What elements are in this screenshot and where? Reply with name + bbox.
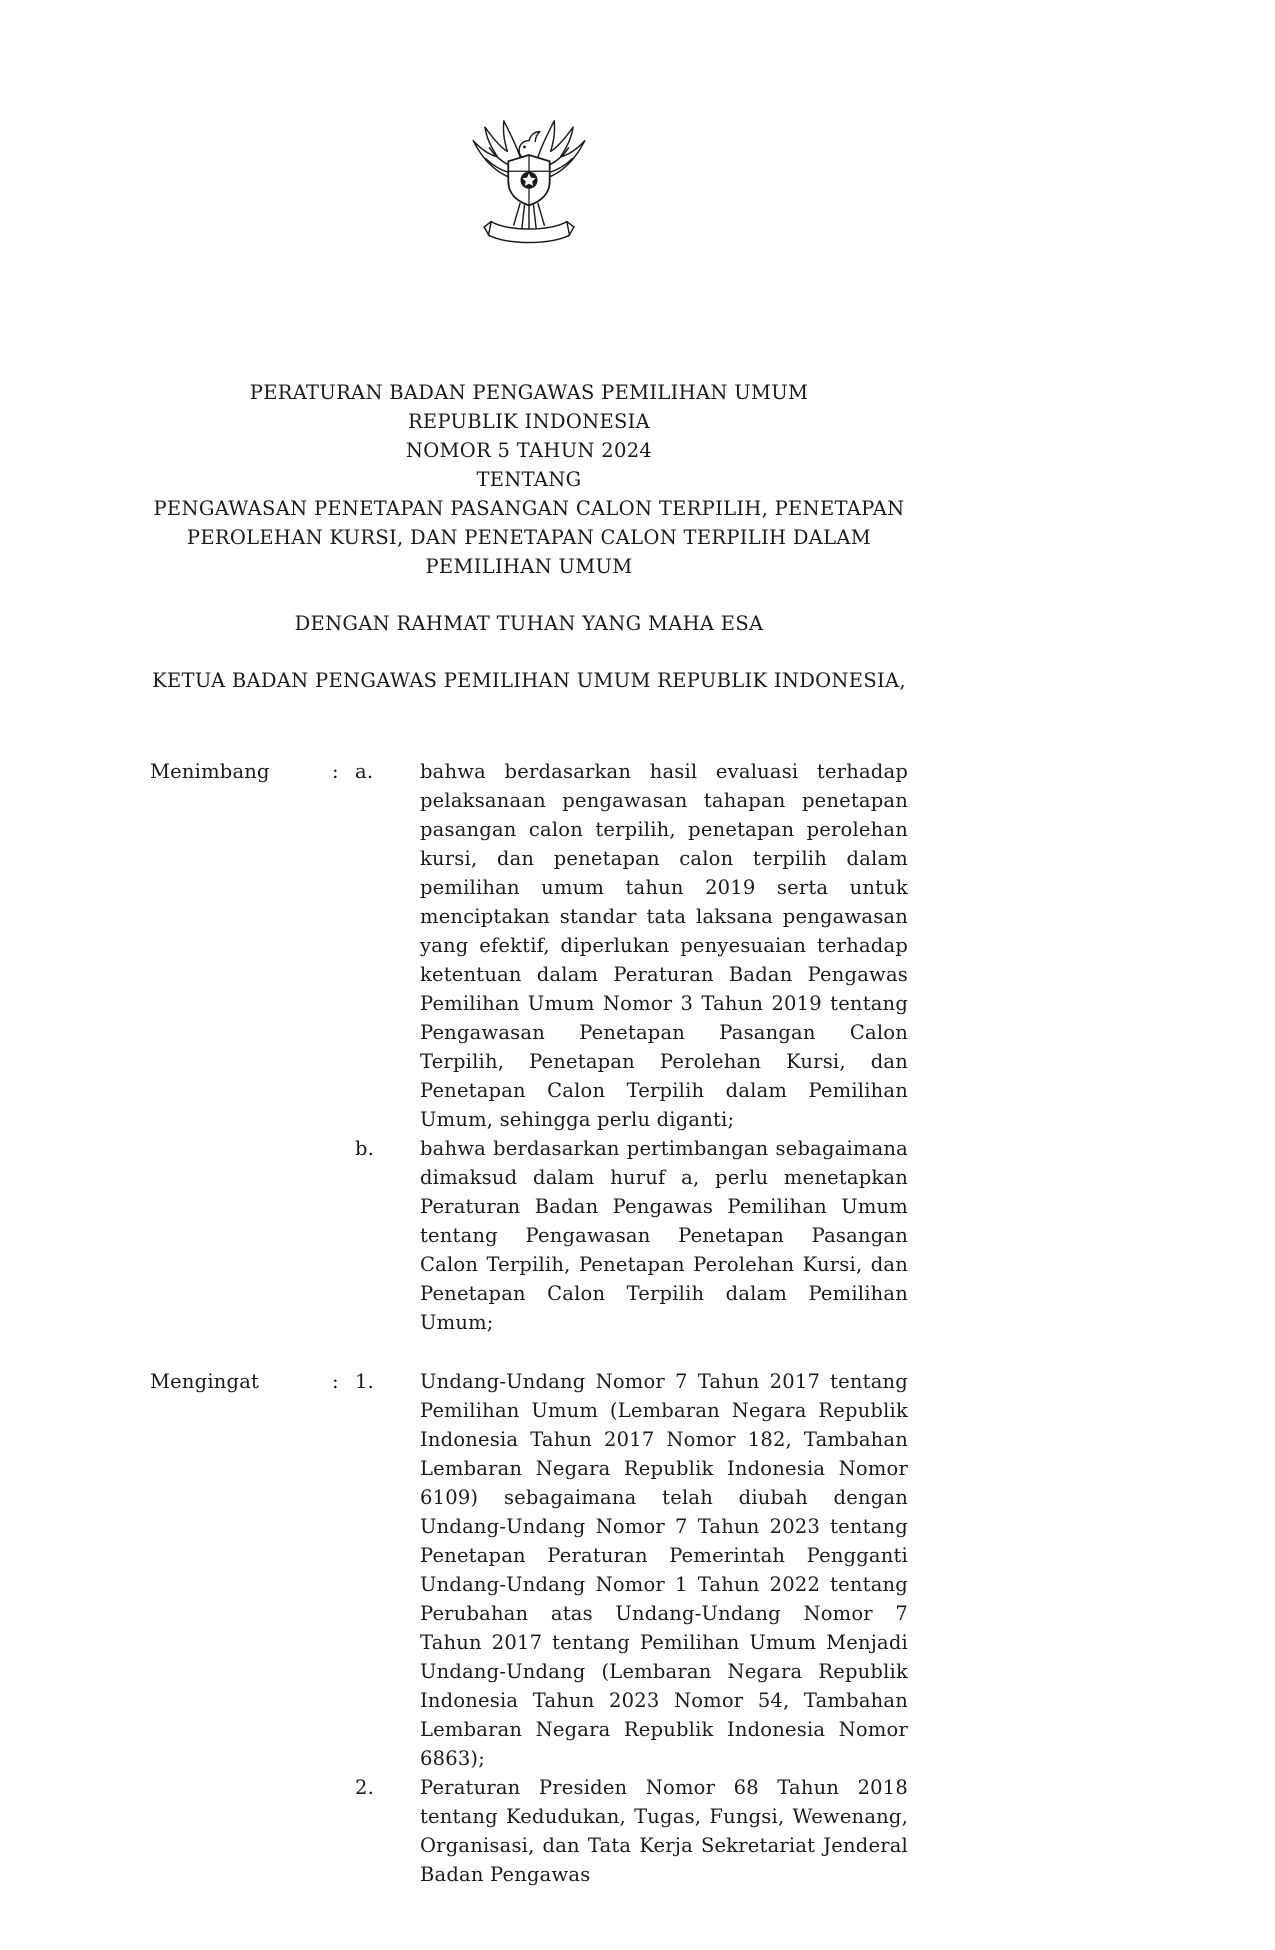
title-line-2: REPUBLIK INDONESIA [407, 410, 651, 433]
item-text: Undang-Undang Nomor 7 Tahun 2017 tentang Pemilihan Umum (Lembaran Negara Republik Indonesia Tahun 2017 Nomor 182, Tambahan Lembaran Negara Republik Indonesia Nomor 6109) sebagaimana telah diubah dengan Undang-Undang Nomor 7 Tahun 2023 tentang Penetapan Peraturan Pemerintah Pengganti Undang-Undang Nomor 1 Tahun 2022 tentang Perubahan atas Undang-Undang Nomor 7 Tahun 2017 tentang Pemilihan Umum Menjadi Undang-Undang (Lembaran Negara Republik Indonesia Tahun 2023 Nomor 54, Tambahan Lembaran Negara Republik Indonesia Nomor 6863); [420, 1370, 908, 1770]
list-item [355, 757, 908, 1134]
list-item [355, 1773, 908, 1889]
title-line-5: PENGAWASAN PENETAPAN PASANGAN CALON TERPILIH, PENETAPAN [153, 497, 905, 520]
item-marker: a. [355, 760, 374, 783]
emblem-container [150, 112, 908, 256]
section-label: Menimbang [150, 760, 270, 783]
section-colon: : [332, 1370, 339, 1393]
list-item [355, 1367, 908, 1773]
item-text: Peraturan Presiden Nomor 68 Tahun 2018 tentang Kedudukan, Tugas, Fungsi, Wewenang, Organisasi, dan Tata Kerja Sekretariat Jenderal Badan Pengawas [420, 1776, 908, 1886]
document-content [150, 0, 908, 1889]
title-line-3: NOMOR 5 TAHUN 2024 [405, 439, 653, 462]
section-colon: : [332, 760, 339, 783]
item-text: bahwa berdasarkan hasil evaluasi terhadap pelaksanaan pengawasan tahapan penetapan pasangan calon terpilih, penetapan perolehan kursi, dan penetapan calon terpilih dalam pemilihan umum tahun 2019 serta untuk menciptakan standar tata laksana pengawasan yang efektif, diperlukan penyesuaian terhadap ketentuan dalam Peraturan Badan Pengawas Pemilihan Umum Nomor 3 Tahun 2019 tentang Pengawasan Penetapan Pasangan Calon Terpilih, Penetapan Perolehan Kursi, dan Penetapan Calon Terpilih dalam Pemilihan Umum, sehingga perlu diganti; [420, 760, 908, 1131]
section-menimbang [150, 757, 908, 1337]
title-line-7: PEMILIHAN UMUM [425, 555, 633, 578]
title-line-1: PERATURAN BADAN PENGAWAS PEMILIHAN UMUM [249, 381, 809, 404]
invocation-line: DENGAN RAHMAT TUHAN YANG MAHA ESA [294, 612, 764, 635]
item-marker: b. [355, 1137, 375, 1160]
list-item [355, 1134, 908, 1337]
title-line-4: TENTANG [476, 468, 582, 491]
section-items [355, 1367, 908, 1889]
title-block [150, 378, 908, 581]
garuda-pancasila-icon [466, 112, 592, 252]
issuer-line: KETUA BADAN PENGAWAS PEMILIHAN UMUM REPUBLIK INDONESIA, [152, 669, 906, 692]
item-marker: 1. [355, 1370, 375, 1393]
item-marker: 2. [355, 1776, 375, 1799]
section-mengingat [150, 1367, 908, 1889]
title-line-6: PEROLEHAN KURSI, DAN PENETAPAN CALON TERPILIH DALAM [186, 526, 872, 549]
section-items [355, 757, 908, 1337]
item-text: bahwa berdasarkan pertimbangan sebagaimana dimaksud dalam huruf a, perlu menetapkan Peraturan Badan Pengawas Pemilihan Umum tentang Pengawasan Penetapan Pasangan Calon Terpilih, Penetapan Perolehan Kursi, dan Penetapan Calon Terpilih dalam Pemilihan Umum; [420, 1137, 908, 1334]
preamble-sections [150, 757, 908, 1889]
section-label: Mengingat [150, 1370, 260, 1393]
